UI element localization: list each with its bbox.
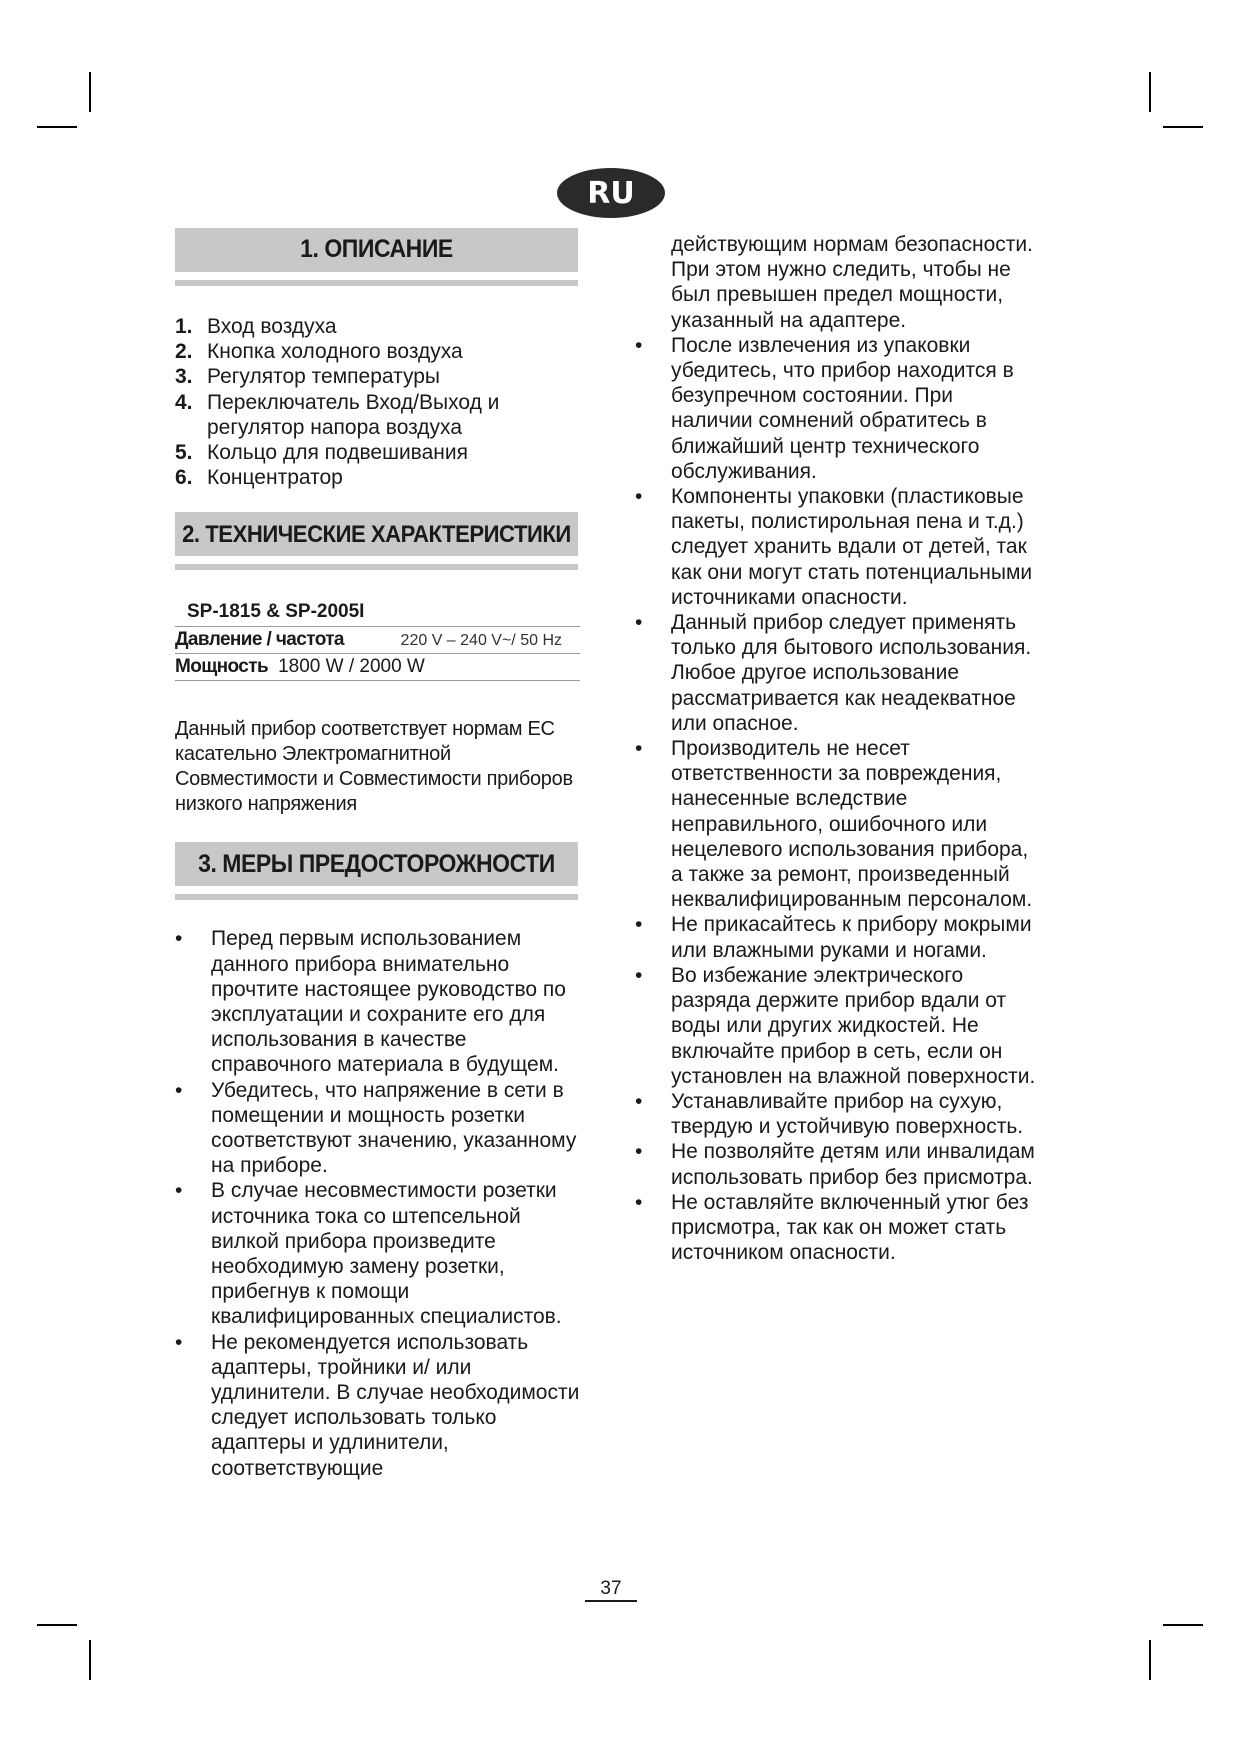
list-item: • Перед первым использованием данного прибора внимательно прочтите настоящее руководство по эксплуатации и сохраните его для использования в качестве справочного материала в будущем. [175,926,580,1077]
section-rule [175,894,578,900]
crop-mark [89,1640,91,1680]
list-item: • Убедитесь, что напряжение в сети в помещении и мощность розетки соответствуют значению, указанному на приборе. [175,1078,580,1179]
page-number: 37 [585,1578,637,1602]
list-item: 3. Регулятор температуры [175,365,440,389]
model-name: SP-1815 & SP-2005I [187,601,365,623]
list-item: 2. Кнопка холодного воздуха [175,340,463,364]
crop-mark [37,1624,77,1626]
list-item: 4. Переключатель Вход/Выход и регулятор напора воздуха [175,390,500,439]
crop-mark [1149,1640,1151,1680]
list-item: • В случае несовместимости розетки источника тока со штепсельной вилкой прибора произведите необходимую замену розетки, прибегнув к помощи квалифицированных специалистов. [175,1178,580,1329]
list-item: • Данный прибор следует применять только для бытового использования. Любое другое использование рассматривается как неадекватное или опасное. [635,610,1040,736]
right-column [635,232,1040,1265]
list-item: • Компоненты упаковки (пластиковые пакеты, полистирольная пена и т.д.) следует хранить вдали от детей, так как они могут стать потенциальными источниками опасности. [635,484,1040,610]
crop-mark [37,126,77,128]
section-header-precautions [175,842,580,900]
left-column [175,228,580,1481]
parts-list [175,314,580,490]
list-item: • Не прикасайтесь к прибору мокрыми или влажными руками и ногами. [635,912,1040,962]
section-rule [175,280,578,286]
list-item: • Устанавливайте прибор на сухую, твердую и устойчивую поверхность. [635,1089,1040,1139]
section-rule [175,564,578,570]
list-item: 6. Концентратор [175,466,343,490]
list-item: • Производитель не несет ответственности за повреждения, нанесенные вследствие неправильного, ошибочного или нецелевого использования прибора, а также за ремонт, произведенный неквалифицированным персоналом. [635,736,1040,912]
continued-text: действующим нормам безопасности. При этом нужно следить, чтобы не был превышен предел мощности, указанный на адаптере. [671,233,1033,332]
section-title: 3. МЕРЫ ПРЕДОСТОРОЖНОСТИ [175,842,578,886]
list-item: • После извлечения из упаковки убедитесь, что прибор находится в безупречном состоянии. При наличии сомнений обратитесь в ближайший центр технического обслуживания. [635,333,1040,484]
spec-table [175,600,580,681]
list-item: • Во избежание электрического разряда держите прибор вдали от воды или других жидкостей. Не включайте прибор в сеть, если он установлен на влажной поверхности. [635,963,1040,1089]
list-item: • Не рекомендуется использовать адаптеры, тройники и/ или удлинители. В случае необходимости следует использовать только адаптеры и удлинители, соответствующие [175,1330,580,1481]
crop-mark [1163,126,1203,128]
language-badge: RU [557,168,665,218]
list-item: 5. Кольцо для подвешивания [175,441,468,465]
list-item: 1. Вход воздуха [175,315,337,338]
spec-pressure-row: Давление / частота 220 V – 240 V~/ 50 Hz [175,627,580,654]
section-title: 1. ОПИСАНИЕ [175,228,578,272]
list-item: • Не оставляйте включенный утюг без присмотра, так как он может стать источником опасности. [635,1190,1040,1266]
spec-power-row: Мощность 1800 W / 2000 W [175,654,580,681]
section-title: 2. ТЕХНИЧЕСКИЕ ХАРАКТЕРИСТИКИ [175,512,578,556]
precautions-list-left [175,926,580,1480]
section-header-specs [175,512,580,570]
list-item: • Не позволяйте детям или инвалидам использовать прибор без присмотра. [635,1139,1040,1189]
crop-mark [89,72,91,112]
precautions-list-right [635,333,1040,1266]
crop-mark [1163,1624,1203,1626]
spec-model-row [175,600,580,627]
section-header-description [175,228,580,286]
compliance-note: Данный прибор соответствует нормам ЕС касательно Электромагнитной Совместимости и Совместимости приборов низкого напряжения [175,718,573,816]
crop-mark [1149,72,1151,112]
